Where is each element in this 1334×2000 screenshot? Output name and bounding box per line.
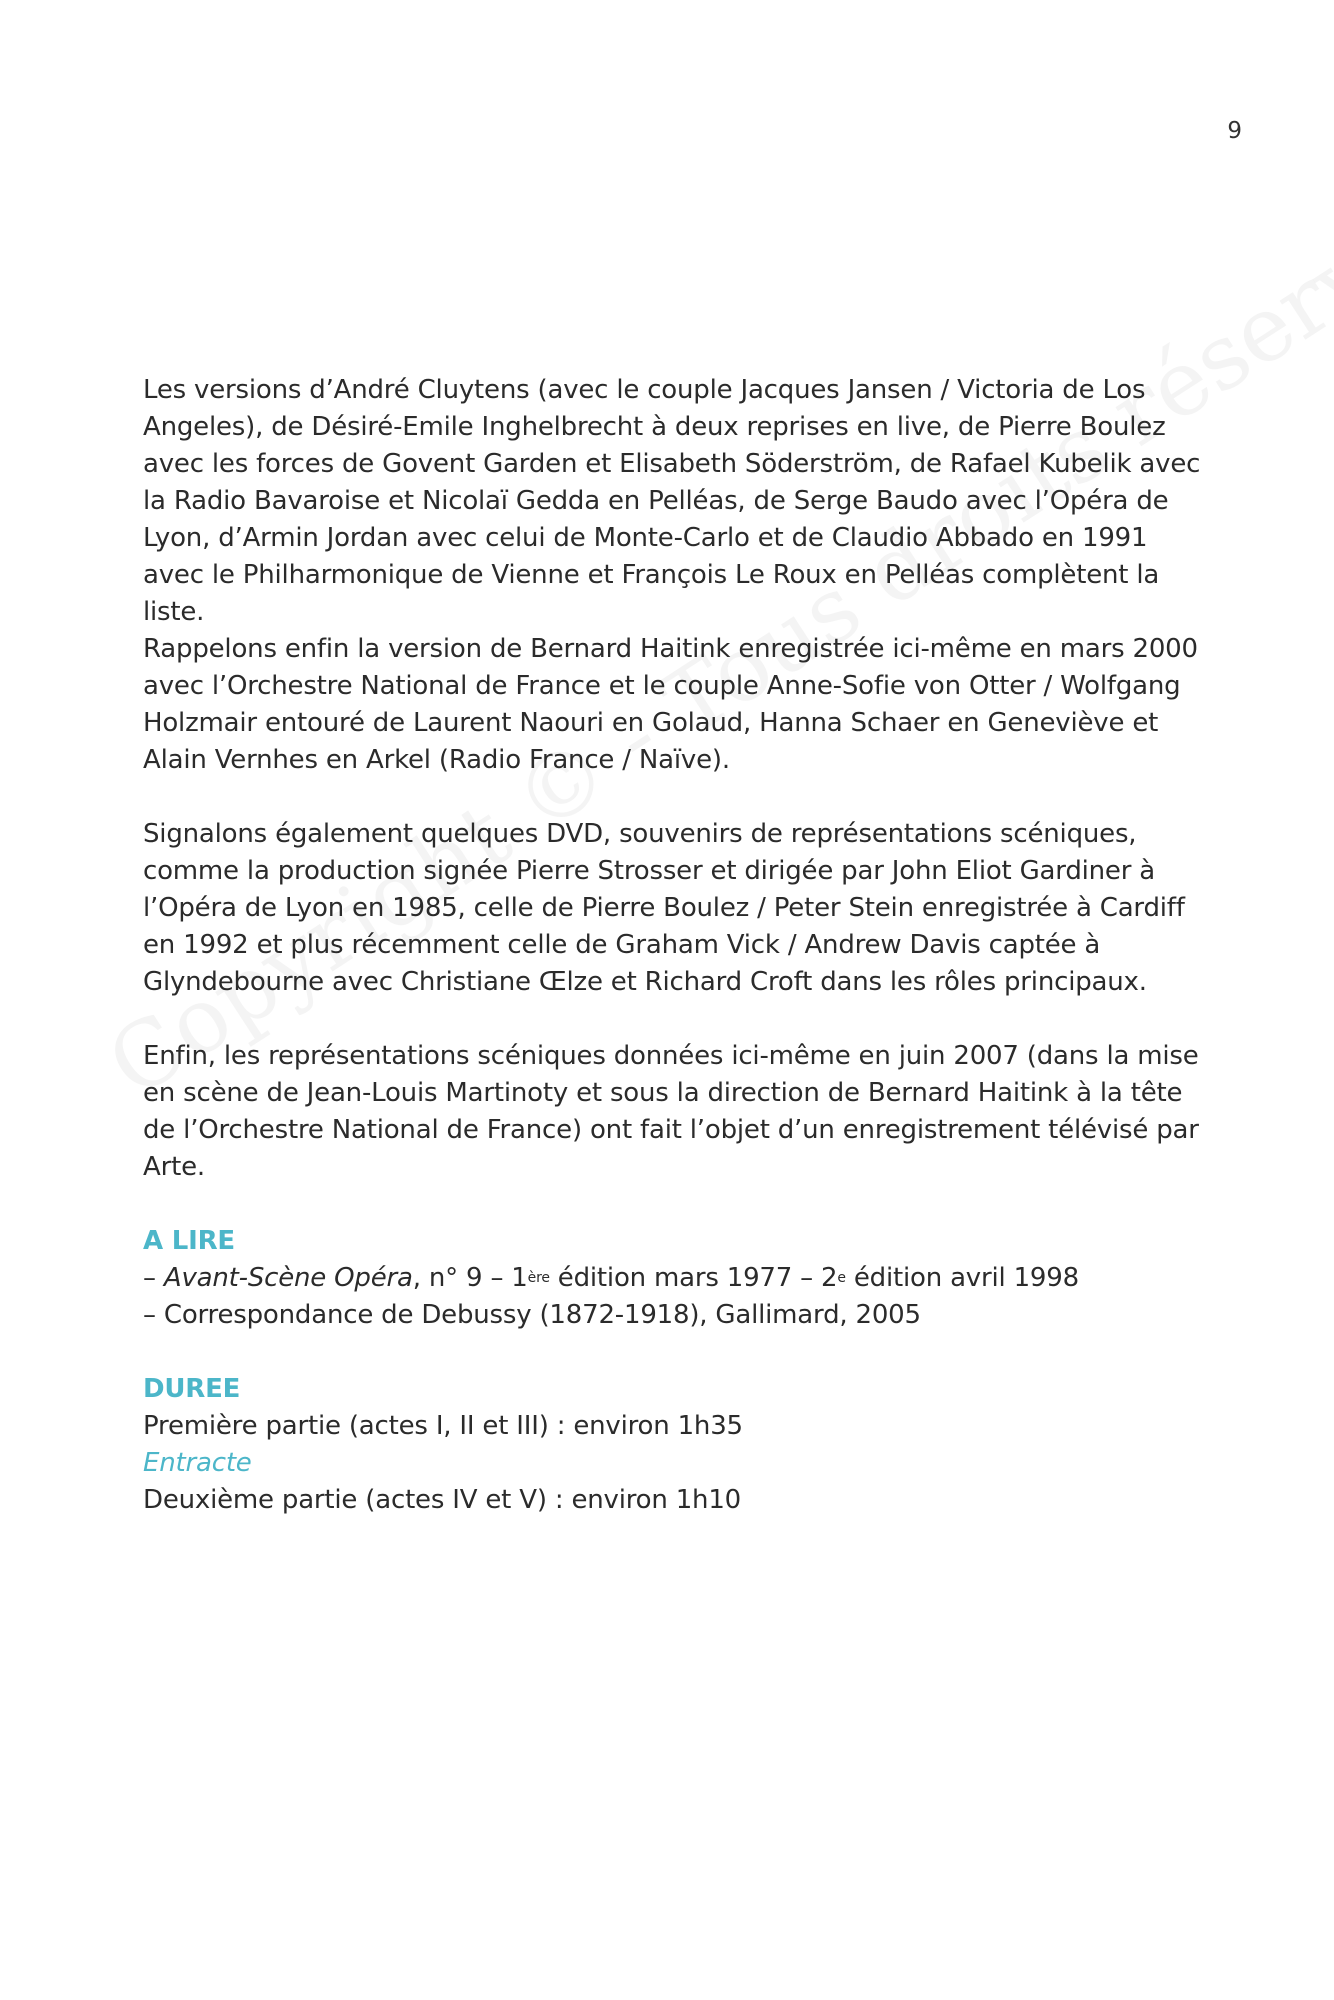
paragraph-arte: Enfin, les représentations scéniques données ici-même en juin 2007 (dans la mise en scène de Jean-Louis Martinoty et sous la direction de Bernard Haitink à la tête de l’Orchestre National de France) ont fait l’objet d’un enregistrement télévisé par Arte. — [143, 1041, 1199, 1182]
ref-superscript-2: e — [837, 1270, 846, 1286]
a-lire-heading: A LIRE — [143, 1226, 235, 1256]
spacer — [143, 1334, 1203, 1371]
reference-avant-scene — [143, 1260, 1203, 1297]
spacer — [143, 1001, 1203, 1038]
duration-entracte: Entracte — [143, 1448, 252, 1478]
ref-title: Avant-Scène Opéra — [163, 1263, 413, 1293]
paragraph-dvd: Signalons également quelques DVD, souvenirs de représentations scéniques, comme la production signée Pierre Strosser et dirigée par John Eliot Gardiner à l’Opéra de Lyon en 1985, celle de Pierre Boulez / Peter Stein enregistrée à Cardiff en 1992 et plus récemment celle de Graham Vick / Andrew Davis captée à Glyndebourne avec Christiane Œlze et Richard Croft dans les rôles principaux. — [143, 819, 1185, 997]
page-number: 9 — [1227, 118, 1242, 144]
duree-heading: DUREE — [143, 1374, 241, 1404]
ref-dash: – — [143, 1263, 164, 1293]
ref-text-1: , n° 9 – 1 — [412, 1263, 528, 1293]
duration-second-part: Deuxième partie (actes IV et V) : environ 1h10 — [143, 1485, 742, 1515]
ref-superscript-1: ère — [527, 1270, 550, 1286]
ref-text-3: édition avril 1998 — [845, 1263, 1079, 1293]
spacer — [143, 1186, 1203, 1223]
duration-first-part: Première partie (actes I, II et III) : environ 1h35 — [143, 1411, 743, 1441]
ref-text-2: édition mars 1977 – 2 — [549, 1263, 838, 1293]
page-content — [143, 372, 1203, 1519]
spacer — [143, 779, 1203, 816]
paragraph-haitink: Rappelons enfin la version de Bernard Haitink enregistrée ici-même en mars 2000 avec l’Orchestre National de France et le couple Anne-Sofie von Otter / Wolfgang Holzmair entouré de Laurent Naouri en Golaud, Hanna Schaer en Geneviève et Alain Vernhes en Arkel (Radio France / Naïve). — [143, 634, 1198, 775]
paragraph-versions: Les versions d’André Cluytens (avec le couple Jacques Jansen / Victoria de Los Angeles), de Désiré-Emile Inghelbrecht à deux reprises en live, de Pierre Boulez avec les forces de Govent Garden et Elisabeth Söderström, de Rafael Kubelik avec la Radio Bavaroise et Nicolaï Gedda en Pelléas, de Serge Baudo avec l’Opéra de Lyon, d’Armin Jordan avec celui de Monte-Carlo et de Claudio Abbado en 1991 avec le Philharmonique de Vienne et François Le Roux en Pelléas complètent la liste. — [143, 375, 1201, 627]
reference-correspondance: – Correspondance de Debussy (1872-1918), Gallimard, 2005 — [143, 1300, 921, 1330]
